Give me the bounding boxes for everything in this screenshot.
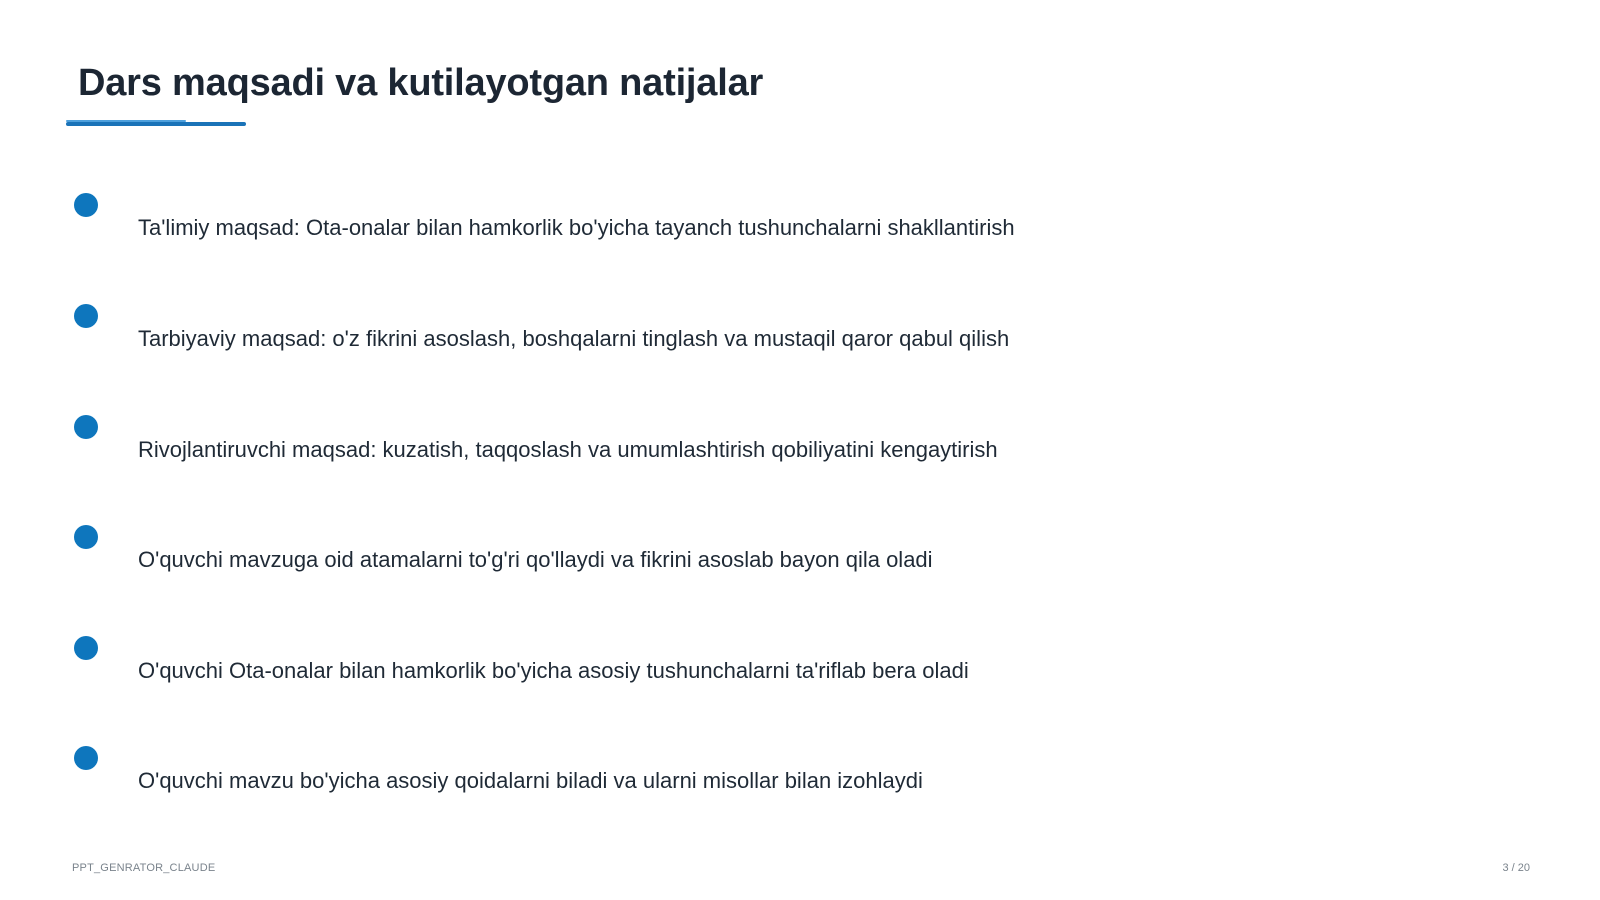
bullet-item — [74, 636, 1474, 706]
page-indicator: 3 / 20 — [1502, 862, 1530, 874]
slide-title: Dars maqsadi va kutilayotgan natijalar — [78, 62, 764, 104]
bullet-dot-icon — [74, 304, 98, 328]
bullet-text: Tarbiyaviy maqsad: o'z fikrini asoslash, boshqalarni tinglash va mustaqil qaror qabul qilish — [138, 326, 1010, 351]
bullet-text: Rivojlantiruvchi maqsad: kuzatish, taqqoslash va umumlashtirish qobiliyatini kengaytirish — [138, 437, 998, 462]
bullet-dot-icon — [74, 746, 98, 770]
bullet-dot-icon — [74, 525, 98, 549]
bullet-item — [74, 525, 1474, 595]
bullet-item — [74, 415, 1474, 485]
bullet-item — [74, 304, 1474, 374]
bullet-dot-icon — [74, 193, 98, 217]
bullet-item — [74, 193, 1474, 263]
bullet-dot-icon — [74, 415, 98, 439]
bullet-dot-icon — [74, 636, 98, 660]
bullet-text: O'quvchi mavzu bo'yicha asosiy qoidalarni biladi va ularni misollar bilan izohlaydi — [138, 768, 923, 793]
bullet-text: O'quvchi Ota-onalar bilan hamkorlik bo'yicha asosiy tushunchalarni ta'riflab bera oladi — [138, 658, 969, 683]
bullet-text: O'quvchi mavzuga oid atamalarni to'g'ri qo'llaydi va fikrini asoslab bayon qila oladi — [138, 547, 933, 572]
bullet-item — [74, 746, 1474, 816]
bullet-text: Ta'limiy maqsad: Ota-onalar bilan hamkorlik bo'yicha tayanch tushunchalarni shakllantirish — [138, 215, 1015, 240]
footer-source-label: PPT_GENRATOR_CLAUDE — [72, 862, 216, 874]
